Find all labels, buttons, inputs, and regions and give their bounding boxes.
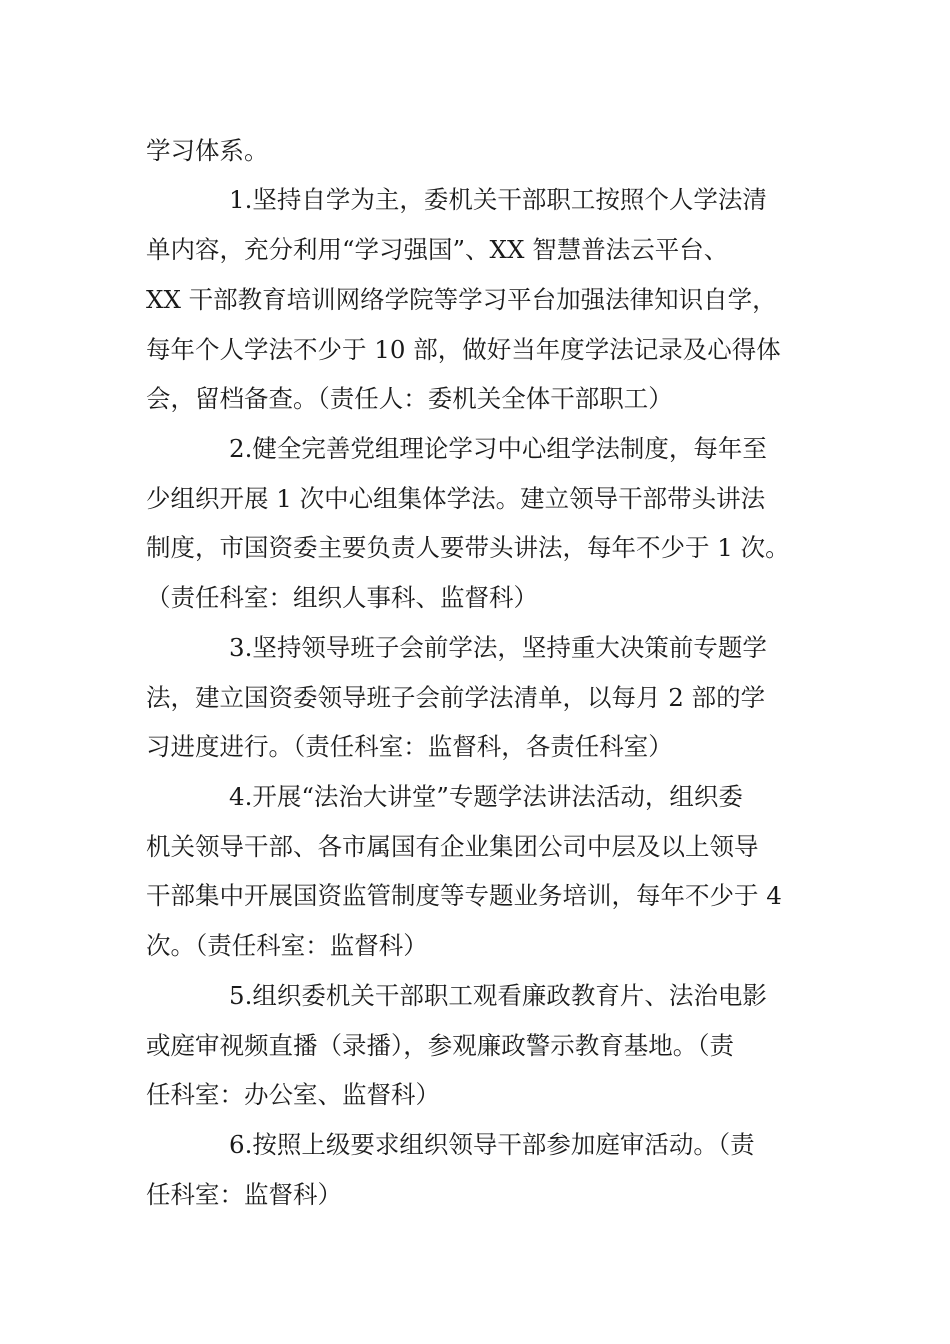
paragraph-4-line: 4.开展“法治大讲堂”专题学法讲法活动，组织委 <box>229 782 743 811</box>
paragraph-4-line: 干部集中开展国资监管制度等专题业务培训，每年不少于 4 <box>146 881 782 910</box>
paragraph-3-line: 习进度进行。（责任科室：监督科，各责任科室） <box>146 732 673 761</box>
paragraph-3-line: 法，建立国资委领导班子会前学法清单，以每月 2 部的学 <box>146 683 766 712</box>
paragraph-2-line: 2.健全完善党组理论学习中心组学法制度，每年至 <box>229 434 767 463</box>
paragraph-2-line: （责任科室：组织人事科、监督科） <box>146 583 538 612</box>
paragraph-4-line: 机关领导干部、各市属国有企业集团公司中层及以上领导 <box>146 832 759 861</box>
paragraph-6-line: 6.按照上级要求组织领导干部参加庭审活动。（责 <box>229 1130 755 1159</box>
paragraph-4-line: 次。（责任科室：监督科） <box>146 931 428 960</box>
paragraph-5-line: 或庭审视频直播（录播），参观廉政警示教育基地。（责 <box>146 1031 734 1060</box>
paragraph-5-line: 任科室：办公室、监督科） <box>146 1080 440 1109</box>
paragraph-3-line: 3.坚持领导班子会前学法，坚持重大决策前专题学 <box>229 633 767 662</box>
paragraph-6-line: 任科室：监督科） <box>146 1180 342 1209</box>
paragraph-1-line: 1.坚持自学为主，委机关干部职工按照个人学法清 <box>229 185 767 214</box>
paragraph-5-line: 5.组织委机关干部职工观看廉政教育片、法治电影 <box>229 981 767 1010</box>
paragraph-1-line: 单内容，充分利用“学习强国”、XX 智慧普法云平台、 <box>146 235 729 264</box>
paragraph-2-line: 少组织开展 1 次中心组集体学法。建立领导干部带头讲法 <box>146 484 766 513</box>
paragraph-1-line: XX 干部教育培训网络学院等学习平台加强法律知识自学， <box>146 285 777 314</box>
paragraph-1-line: 会，留档备查。（责任人：委机关全体干部职工） <box>146 384 673 413</box>
text-line: 学习体系。 <box>146 136 269 165</box>
paragraph-2-line: 制度，市国资委主要负责人要带头讲法，每年不少于 1 次。 <box>146 533 790 562</box>
paragraph-1-line: 每年个人学法不少于 10 部，做好当年度学法记录及心得体 <box>146 335 781 364</box>
